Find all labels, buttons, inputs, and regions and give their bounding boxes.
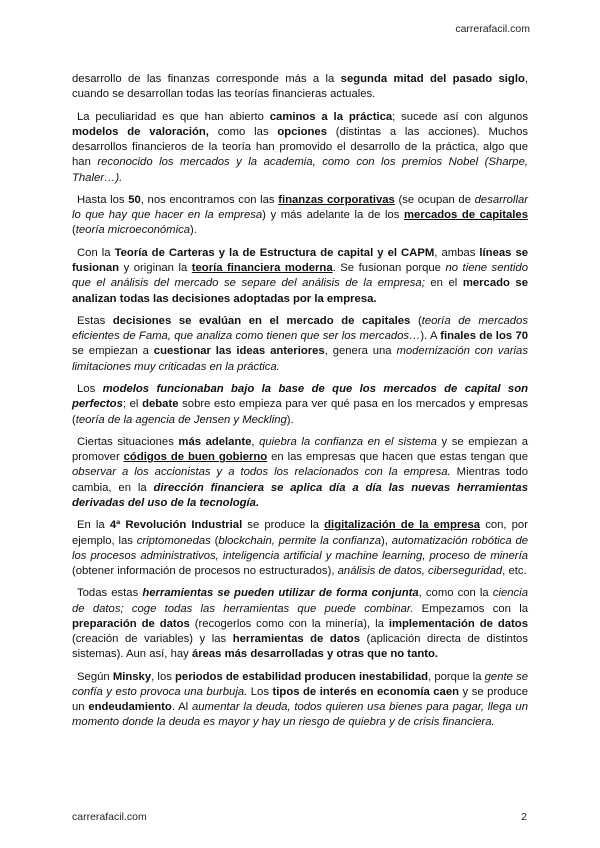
text-run: , ambas [434,246,480,259]
text-run: y originan la [119,262,192,275]
text-run: (se ocupan de [394,194,475,207]
text-run: En la [77,519,110,532]
text-run: ; sucede así con algunos [392,110,528,123]
text-run: , nos encontramos con las [140,194,279,207]
text-run: , cuando se desarrollan todas las teorías financieras actuales. [72,73,529,101]
text-run: ), [381,534,392,547]
text-run: teoría de mercados eficientes de Fama, que analiza como tienen que ser los mercados… [72,315,528,343]
text-run: herramientas de datos [232,633,360,646]
text-run: 50 [128,194,141,207]
paragraph [72,72,528,102]
text-run: ). [286,413,294,426]
text-run: 4ª Revolución Industrial [109,519,243,532]
text-run: (aplicación directa de distintos sistemas). Aun así, hay [72,633,528,661]
text-run: finanzas corporativas [278,194,395,207]
text-run: Los [247,685,273,698]
text-run: , etc. [502,564,527,577]
text-run: modelos de valoración, [72,125,209,138]
text-run: mercados de capitales [403,209,528,222]
text-run: en el [424,277,463,290]
text-run: opciones [277,125,327,138]
text-run: La peculiaridad es que han abierto [77,110,270,123]
text-run: . Se fusionan porque [332,262,446,275]
text-run: Estas [77,315,113,328]
text-run: ( [210,534,219,547]
text-run: desarrollar lo que hay que hacer en la empresa [72,194,528,222]
text-run: periodos de estabilidad producen inestabilidad [175,670,429,683]
text-run: (obtener información de procesos no estructurados), [72,564,338,577]
document-body [72,72,528,738]
text-run: finales de los 70 [440,330,529,343]
paragraph [72,382,528,428]
text-run: líneas se fusionan [72,246,529,275]
text-run: segunda mitad del pasado siglo [340,73,525,85]
paragraph [72,435,528,511]
text-run: no tiene sentido que el análisis del mercado se separe del análisis de la empresa; [72,262,528,290]
text-run: se produce la [242,519,325,532]
paragraph [72,670,528,731]
text-run: . Al [171,701,192,714]
header-site-name: carrerafacil.com [455,23,530,35]
text-run: como las [208,125,278,138]
text-run: áreas más desarrolladas y otras que no tanto. [191,648,439,661]
text-run: Todas estas [77,587,143,600]
text-run: observar a los accionistas y a todos los relacionados con la empresa. [72,466,451,479]
text-run: desarrollo de las finanzas corresponde más a la [72,73,341,85]
text-run: Según [77,670,113,683]
paragraph [72,246,528,307]
footer-site-name: carrerafacil.com [72,811,147,823]
text-run: Hasta los [77,194,129,207]
text-run: ( [72,224,76,237]
text-run: y se empiezan a promover [72,436,529,464]
text-run: modelos funcionaban bajo la base de que los mercados de capital son perfectos [72,383,529,411]
text-run: teoría microeconómica [75,224,191,237]
text-run: Con la [77,246,115,259]
page-number: 2 [521,811,527,823]
text-run: con, por ejemplo, las [72,519,528,547]
text-run: Teoría de Carteras y la de Estructura de capital y el CAPM [114,246,435,259]
text-run: teoría financiera moderna [191,262,333,275]
paragraph [72,314,528,375]
text-run: modernización con varias limitaciones muy criticadas en la práctica. [72,345,528,373]
text-run: quiebra la confianza en el sistema [259,436,437,449]
text-run: digitalización de la empresa [324,519,481,532]
text-run: Ciertas situaciones [77,436,179,449]
text-run: , porque la [428,670,485,683]
text-run: Mientras todo cambia, en la [72,466,528,494]
text-run: gente se confía y esto provoca una burbuja. [72,670,528,698]
text-run: herramientas se pueden utilizar de forma conjunta [142,587,419,600]
text-run: reconocido los mercados y la academia, como con los premios Nobel (Sharpe, Thaler…). [72,156,528,184]
text-run: preparación de datos [72,617,190,630]
text-run: y se produce un [72,685,528,714]
text-run: ( [410,315,422,328]
text-run: Empezamos con la [413,602,528,615]
text-run: , los [151,670,176,683]
text-run: tipos de interés en economía caen [272,685,460,698]
text-run: (creación de variables) y las [72,633,233,646]
text-run: mercado se analizan todas las decisiones adoptadas por la empresa. [72,277,528,305]
text-run: , genera una [324,345,397,358]
text-run: (distintas a las acciones). Muchos desarrollos financieros de la teoría han promovido el desarrollo de la práctica, algo que han [72,125,529,169]
text-run: teoría de la agencia de Jensen y Meckling [75,413,287,426]
text-run: sobre esto empieza para ver qué pasa en los mercados y empresas ( [72,398,528,426]
paragraph [72,586,528,662]
text-run: (recogerlos como con la minería), la [189,617,389,630]
text-run: ). [190,224,197,237]
text-run: se empiezan a [72,345,154,358]
text-run: , [251,436,260,449]
text-run: dirección financiera se aplica día a día las nuevas herramientas derivadas del uso de la tecnología. [72,481,528,509]
paragraph [72,518,528,579]
text-run: ). A [420,330,441,343]
text-run: aumentar la deuda, todos quieren usa bienes para pagar, llega un momento donde la deuda es mayor y hay un riesgo de quiebra y de crisis financiera. [72,701,528,729]
text-run: automatización robótica de los procesos administrativos, inteligencia artificial y machine learning, proceso de minería [72,534,529,562]
paragraph [72,110,528,186]
text-run: ; el [122,398,143,411]
text-run: debate [142,398,179,411]
text-run: Los [77,383,103,396]
text-run: criptomonedas [136,534,211,547]
text-run: más adelante [178,436,252,449]
text-run: códigos de buen gobierno [123,451,268,464]
paragraph [72,193,528,239]
text-run: caminos a la práctica [269,110,393,123]
text-run: cuestionar las ideas anteriores [153,345,325,358]
text-run: blockchain, permite la confianza [218,534,382,547]
text-run: implementación de datos [388,617,528,630]
text-run: endeudamiento [88,701,172,714]
text-run: ciencia de datos; coge todas las herramientas que puede combinar. [72,587,528,615]
text-run: análisis de datos, ciberseguridad [337,564,503,577]
text-run: en las empresas que hacen que estas tengan que [267,451,528,464]
text-run: decisiones se evalúan en el mercado de capitales [112,315,411,328]
text-run: , como con la [418,587,493,600]
text-run: Minsky [112,670,152,683]
text-run: ) y más adelante la de los [262,209,404,222]
